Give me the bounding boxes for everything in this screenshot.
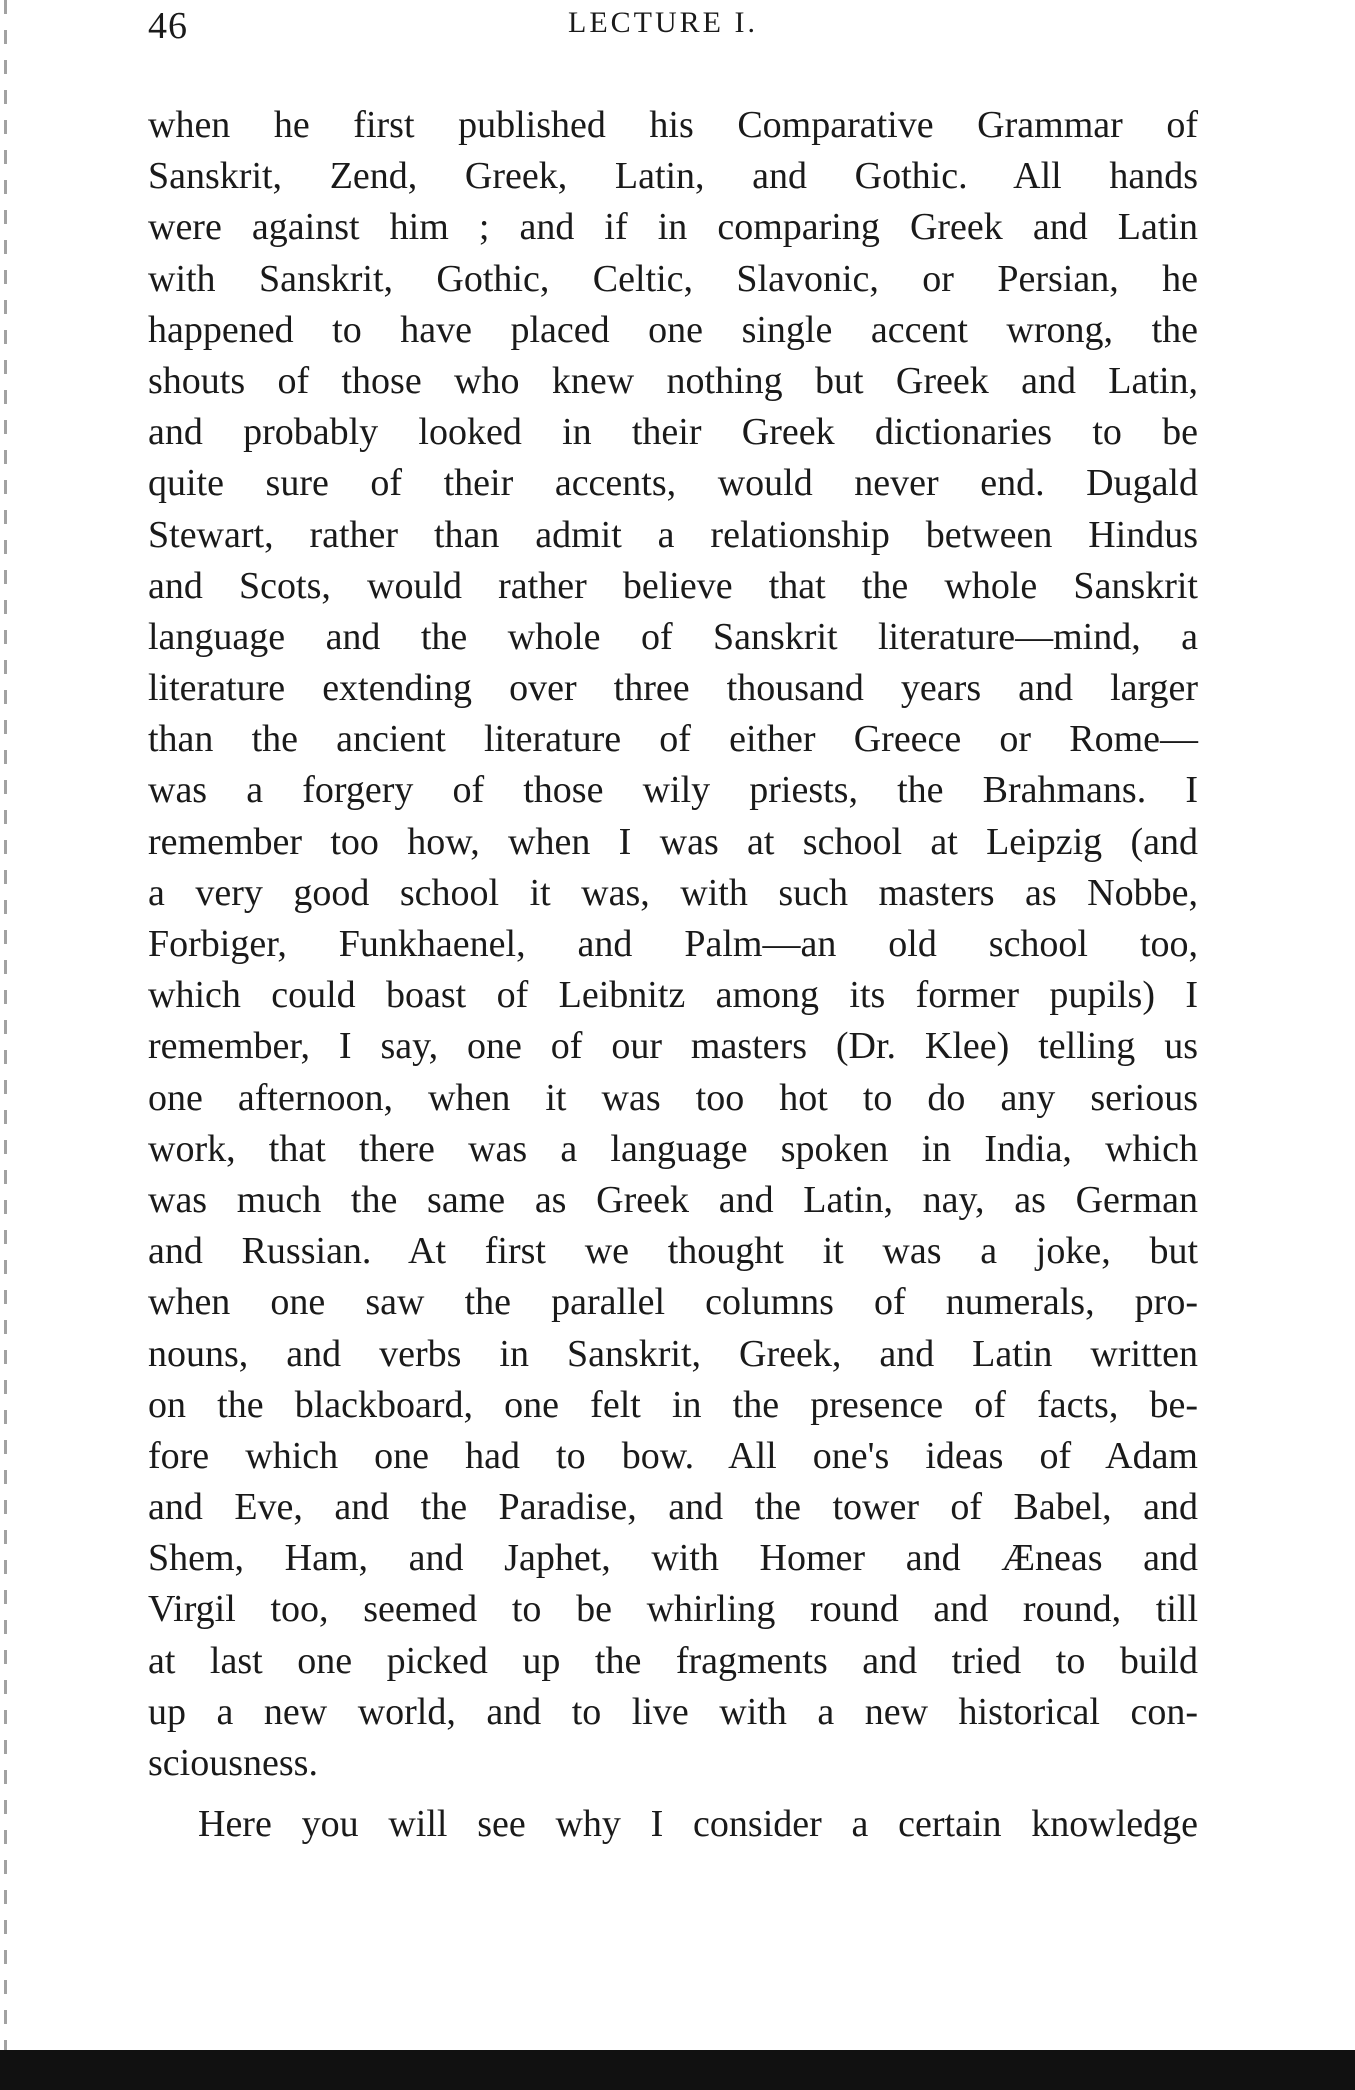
text-line: Forbiger, Funkhaenel, and Palm—an old school too,: [148, 923, 1198, 965]
text-line: and probably looked in their Greek dictionaries to be: [148, 411, 1198, 454]
text-line: was a forgery of those wily priests, the Brahmans. I: [148, 769, 1198, 812]
text-line: fore which one had to bow. All one's ideas of Adam: [148, 1434, 1198, 1477]
page-header: [148, 4, 1178, 54]
text-line: with Sanskrit, Gothic, Celtic, Slavonic, or Persian, he: [148, 257, 1198, 300]
text-line: than the ancient literature of either Greece or Rome—: [148, 718, 1198, 761]
text-line: happened to have placed one single accent wrong, the: [148, 308, 1198, 351]
text-line: when one saw the parallel columns of numerals, pro-: [148, 1281, 1198, 1324]
text-line: remember, I say, one of our masters (Dr. Klee) telling us: [148, 1025, 1198, 1068]
page-bottom-edge: [0, 2050, 1355, 2090]
text-line: one afternoon, when it was too hot to do any serious: [148, 1076, 1198, 1119]
text-line: work, that there was a language spoken in India, which: [148, 1127, 1198, 1170]
text-line: and Scots, would rather believe that the whole Sanskrit: [148, 564, 1198, 607]
text-line: Here you will see why I consider a certain knowledge: [198, 1803, 1198, 1846]
text-line: shouts of those who knew nothing but Greek and Latin,: [148, 359, 1198, 402]
running-head: LECTURE I.: [568, 6, 758, 39]
paragraph-spacer: [148, 1789, 1198, 1799]
text-line: at last one picked up the fragments and tried to build: [148, 1639, 1198, 1682]
text-line: up a new world, and to live with a new historical con-: [148, 1690, 1198, 1733]
text-line: and Eve, and the Paradise, and the tower of Babel, and: [148, 1486, 1198, 1529]
text-line: were against him ; and if in comparing Greek and Latin: [148, 206, 1198, 249]
text-line: on the blackboard, one felt in the presence of facts, be-: [148, 1383, 1198, 1426]
page-gutter-edge: [4, 0, 7, 2050]
text-line: and Russian. At first we thought it was a joke, but: [148, 1230, 1198, 1273]
text-line: which could boast of Leibnitz among its former pupils) I: [148, 974, 1198, 1017]
text-line: literature extending over three thousand years and larger: [148, 667, 1198, 710]
text-line: sciousness.: [148, 1742, 318, 1784]
text-line: a very good school it was, with such masters as Nobbe,: [148, 871, 1198, 914]
text-line: quite sure of their accents, would never end. Dugald: [148, 462, 1198, 505]
page-number: 46: [148, 5, 188, 47]
text-line: remember too how, when I was at school at Leipzig (and: [148, 820, 1198, 863]
text-line: language and the whole of Sanskrit literature—mind, a: [148, 615, 1198, 658]
text-line: Virgil too, seemed to be whirling round and round, till: [148, 1588, 1198, 1631]
body-text: [148, 100, 1198, 1850]
text-line: when he first published his Comparative Grammar of: [148, 104, 1198, 146]
paragraph: [148, 100, 1198, 1789]
text-line: nouns, and verbs in Sanskrit, Greek, and Latin written: [148, 1332, 1198, 1375]
paragraph: [148, 1799, 1198, 1850]
text-line: Sanskrit, Zend, Greek, Latin, and Gothic. All hands: [148, 155, 1198, 198]
text-line: Shem, Ham, and Japhet, with Homer and Æneas and: [148, 1537, 1198, 1580]
text-line: Stewart, rather than admit a relationship between Hindus: [148, 513, 1198, 556]
text-line: was much the same as Greek and Latin, nay, as German: [148, 1178, 1198, 1221]
